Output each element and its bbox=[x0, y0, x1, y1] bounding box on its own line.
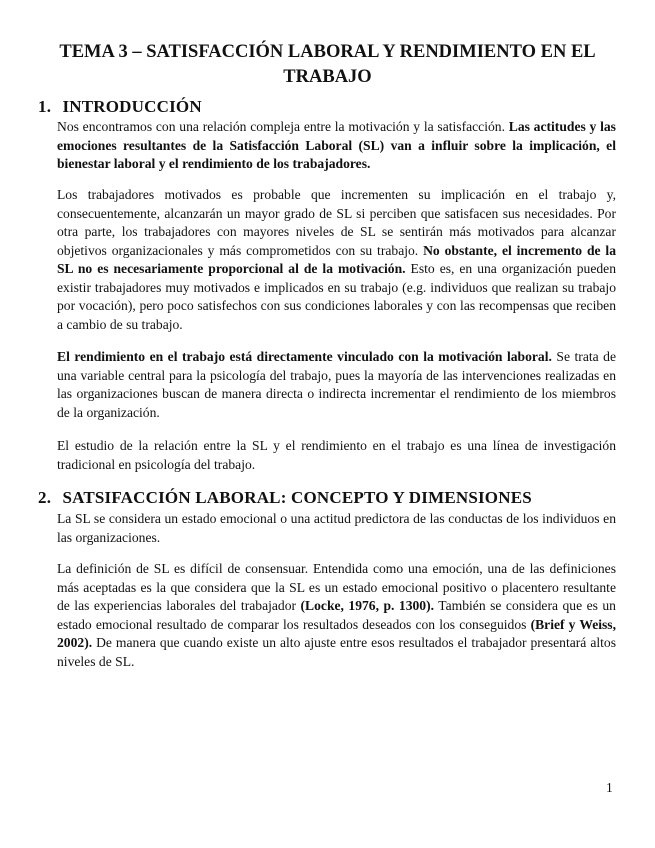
section-title: INTRODUCCIÓN bbox=[62, 97, 202, 116]
paragraph bbox=[57, 118, 616, 174]
paragraph bbox=[57, 348, 616, 422]
paragraph-text: La SL se considera un estado emocional o una actitud predictora de las conductas de los individuos en las organizaciones. bbox=[57, 511, 616, 545]
section-heading-introduccion bbox=[38, 97, 202, 117]
section-title: SATSIFACCIÓN LABORAL: CONCEPTO Y DIMENSIONES bbox=[62, 488, 532, 507]
section-number: 1. bbox=[38, 97, 52, 116]
paragraph-text: También se considera que es un estado emocional resultado de comparar los resultados deseados con los conseguidos bbox=[57, 598, 616, 632]
paragraph-text: De manera que cuando existe un alto ajuste entre esos resultados el trabajador presentará altos niveles de SL. bbox=[57, 635, 616, 669]
paragraph-bold-text: No obstante, el incremento de la SL no es necesariamente proporcional al de la motivación. bbox=[57, 242, 617, 276]
document-title: TEMA 3 – SATISFACCIÓN LABORAL Y RENDIMIENTO EN EL TRABAJO bbox=[59, 42, 596, 87]
paragraph-text: La definición de SL es difícil de consensuar. Entendida como una emoción, una de las definiciones más aceptadas es la que considera que la SL es un estado emocional positivo o placentero resultante de las experiencias laborales del trabajador bbox=[57, 561, 616, 613]
section-heading-satisfaccion-laboral bbox=[38, 488, 532, 508]
paragraph-bold-text: Las actitudes y las emociones resultantes de la Satisfacción Laboral (SL) van a influir sobre la implicación, el bienestar laboral y el rendimiento de los trabajadores. bbox=[57, 119, 616, 171]
paragraph-bold-text: (Locke, 1976, p. 1300). bbox=[300, 598, 435, 613]
paragraph bbox=[57, 186, 616, 334]
paragraph-text: Esto es, en una organización pueden existir trabajadores muy motivados e implicados en su trabajo (e.g. individuos que realizan su trabajo por vocación), pero poco satisfechos con sus condiciones laborales y con las recompensas que reciben a cambio de su trabajo. bbox=[57, 261, 616, 332]
paragraph bbox=[57, 437, 616, 474]
page-number: 1 bbox=[606, 780, 613, 795]
section-number: 2. bbox=[38, 488, 52, 507]
paragraph-text: Nos encontramos con una relación compleja entre la motivación y la satisfacción. bbox=[57, 119, 509, 134]
paragraph bbox=[57, 560, 616, 671]
paragraph bbox=[57, 510, 616, 547]
paragraph-text: Los trabajadores motivados es probable que incrementen su implicación en el trabajo y, consecuentemente, alcanzarán un mayor grado de SL si perciben que satisfacen sus necesidades. Por otra parte, los trabajadores con mayores niveles de SL se sentirán más motivados para alcanzar objetivos organizacionales y más comprometidos con su trabajo. bbox=[57, 187, 616, 258]
paragraph-text: Se trata de una variable central para la psicología del trabajo, pues la mayoría de las intervenciones realizadas en las organizaciones buscan de manera directa o indirecta incrementar el rendimiento de los miembros de la organización. bbox=[57, 349, 616, 420]
paragraph-bold-text: El rendimiento en el trabajo está directamente vinculado con la motivación laboral. bbox=[57, 349, 552, 364]
paragraph-bold-text: (Brief y Weiss, 2002). bbox=[57, 616, 616, 650]
paragraph-text: El estudio de la relación entre la SL y el rendimiento en el trabajo es una línea de investigación tradicional en psicología del trabajo. bbox=[57, 438, 616, 472]
